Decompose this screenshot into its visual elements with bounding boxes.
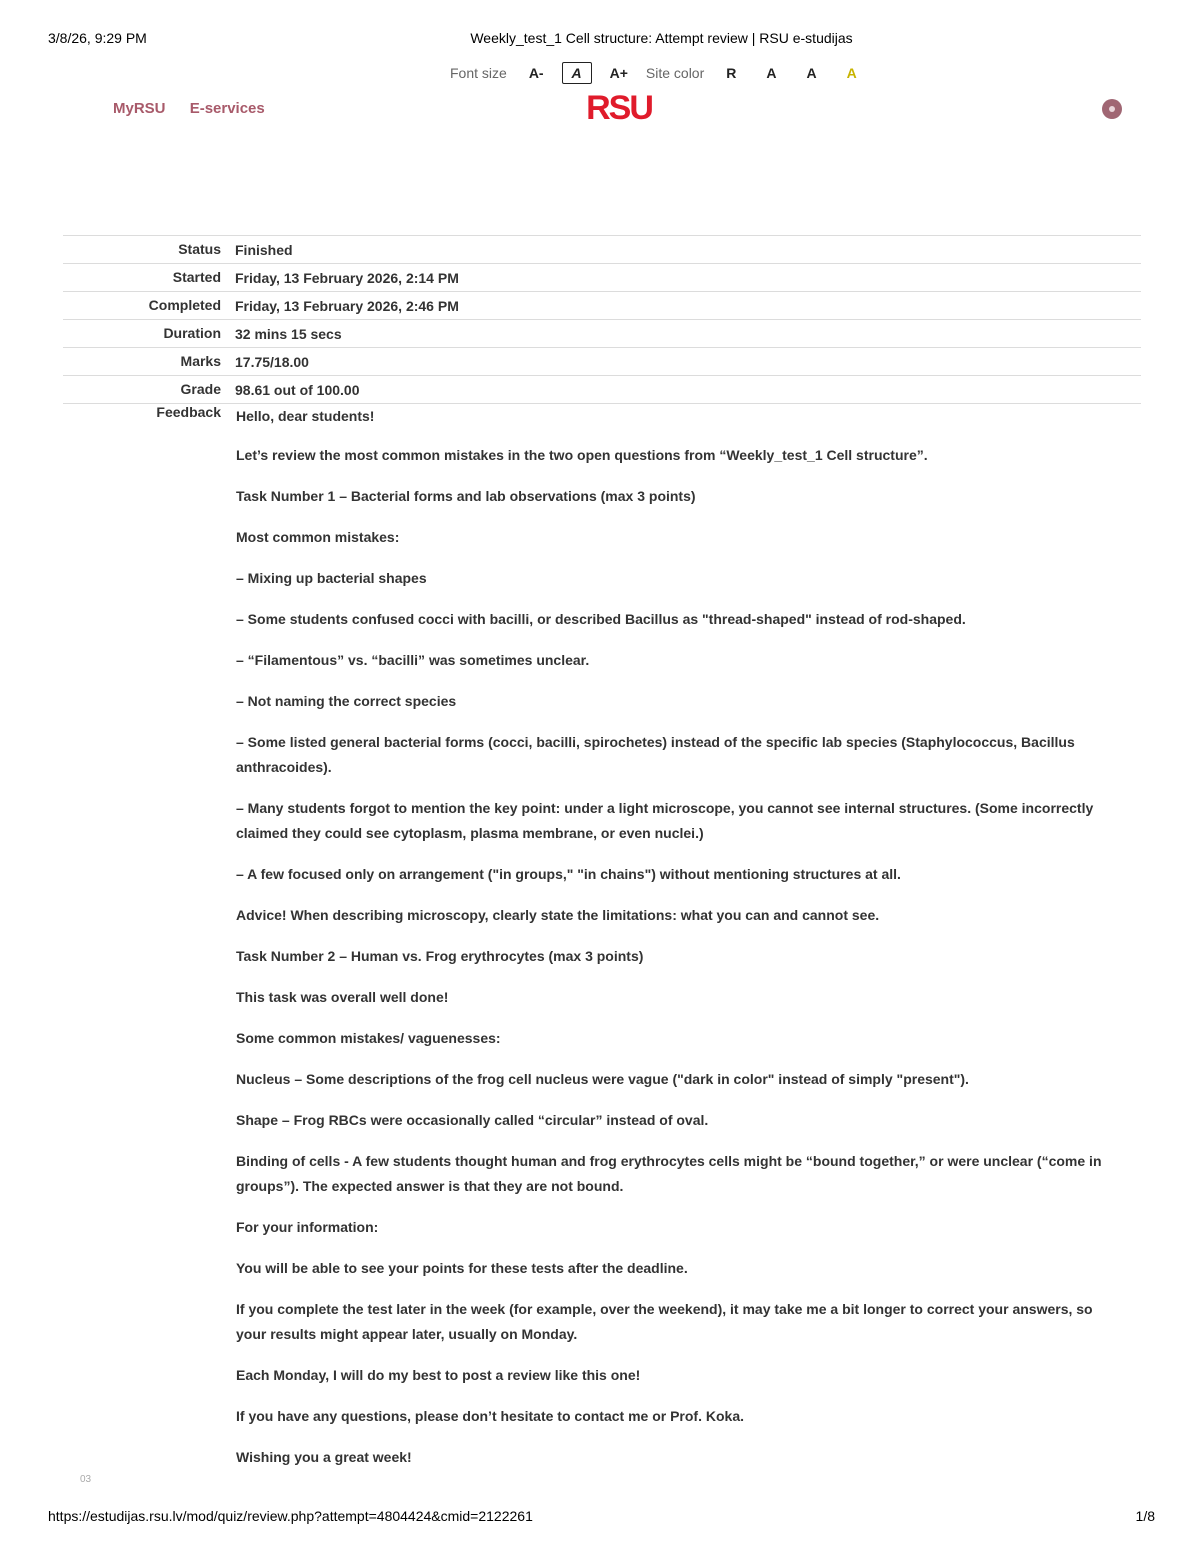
site-color-label: Site color xyxy=(645,65,705,81)
grade-label: Grade xyxy=(180,381,221,397)
feedback-paragraph: Each Monday, I will do my best to post a review like this one! xyxy=(236,1367,641,1383)
feedback-paragraph: Hello, dear students! xyxy=(236,408,375,424)
site-color-option-3[interactable]: A xyxy=(806,65,817,81)
accessibility-toolbar xyxy=(450,60,879,86)
marks-label: Marks xyxy=(180,353,221,369)
feedback-paragraph: If you have any questions, please don’t hesitate to contact me or Prof. Koka. xyxy=(236,1408,744,1424)
myrsu-link[interactable]: MyRSU xyxy=(113,100,166,117)
site-color-option-2[interactable]: A xyxy=(766,65,777,81)
feedback-label: Feedback xyxy=(156,404,221,420)
feedback-paragraph: – Some listed general bacterial forms (cocci, bacilli, spirochetes) instead of the specific lab species (Staphylococcus, Bacillus anthracoides). xyxy=(236,734,1075,775)
feedback-paragraph: Binding of cells - A few students thought human and frog erythrocytes cells might be “bound together,” or were unclear (“come in groups”). The expected answer is that they are not bound. xyxy=(236,1153,1102,1194)
table-row xyxy=(63,292,1141,320)
eservices-link[interactable]: E-services xyxy=(189,100,265,117)
grade-value: 98.61 out of 100.00 xyxy=(235,381,360,398)
feedback-paragraph: You will be able to see your points for these tests after the deadline. xyxy=(236,1260,688,1276)
feedback-paragraph: Let’s review the most common mistakes in the two open questions from “Weekly_test_1 Cell structure”. xyxy=(236,447,928,463)
top-nav xyxy=(113,100,285,117)
marks-value: 17.75/18.00 xyxy=(235,353,309,370)
table-row xyxy=(63,320,1141,348)
feedback-paragraph: – Not naming the correct species xyxy=(236,693,457,709)
feedback-paragraph: Some common mistakes/ vaguenesses: xyxy=(236,1030,501,1046)
print-page-title: Weekly_test_1 Cell structure: Attempt review | RSU e-studijas xyxy=(470,30,853,46)
feedback-section xyxy=(63,404,1141,1486)
feedback-heading: Task Number 1 – Bacterial forms and lab observations (max 3 points) xyxy=(236,488,696,504)
rsu-logo[interactable]: RSU xyxy=(586,89,652,127)
feedback-paragraph: This task was overall well done! xyxy=(236,989,449,1005)
font-size-label: Font size xyxy=(450,65,507,81)
feedback-paragraph: – A few focused only on arrangement ("in groups," "in chains") without mentioning structures at all. xyxy=(236,866,901,882)
feedback-paragraph: – Some students confused cocci with bacilli, or described Bacillus as "thread-shaped" instead of rod-shaped. xyxy=(236,611,966,627)
increase-font-button[interactable]: A+ xyxy=(609,65,628,81)
attempt-summary-table xyxy=(63,235,1141,404)
table-row xyxy=(63,236,1141,264)
feedback-paragraph: Most common mistakes: xyxy=(236,529,400,545)
status-label: Status xyxy=(178,241,221,257)
duration-value: 32 mins 15 secs xyxy=(235,325,342,342)
duration-label: Duration xyxy=(163,325,221,341)
feedback-heading: Task Number 2 – Human vs. Frog erythrocytes (max 3 points) xyxy=(236,948,644,964)
feedback-body xyxy=(236,404,1126,1470)
started-label: Started xyxy=(172,269,221,285)
table-row xyxy=(63,264,1141,292)
site-color-option-4[interactable]: A xyxy=(846,65,857,81)
feedback-paragraph: Shape – Frog RBCs were occasionally called “circular” instead of oval. xyxy=(236,1112,709,1128)
print-url: https://estudijas.rsu.lv/mod/quiz/review.php?attempt=4804424&cmid=2122261 xyxy=(48,1508,533,1524)
decrease-font-button[interactable]: A- xyxy=(528,65,544,81)
page-marker: 03 xyxy=(80,1474,92,1485)
feedback-heading: For your information: xyxy=(236,1219,379,1235)
feedback-paragraph: Wishing you a great week! xyxy=(236,1449,412,1465)
feedback-paragraph: – Many students forgot to mention the key point: under a light microscope, you cannot see internal structures. (Some incorrectly claimed they could see cytoplasm, plasma membrane, or even nuclei.) xyxy=(236,800,1094,841)
feedback-paragraph: Nucleus – Some descriptions of the frog cell nucleus were vague ("dark in color" instead of simply "present"). xyxy=(236,1071,969,1087)
feedback-paragraph: If you complete the test later in the week (for example, over the weekend), it may take me a bit longer to correct your answers, so your results might appear later, usually on Monday. xyxy=(236,1301,1093,1342)
print-datetime: 3/8/26, 9:29 PM xyxy=(48,30,147,46)
site-color-option-1[interactable]: R xyxy=(726,65,737,81)
user-circle-icon[interactable] xyxy=(1102,99,1122,119)
feedback-paragraph: Advice! When describing microscopy, clearly state the limitations: what you can and cannot see. xyxy=(236,907,880,923)
status-value: Finished xyxy=(235,241,293,258)
table-row xyxy=(63,376,1141,404)
table-row xyxy=(63,348,1141,376)
print-header xyxy=(48,30,1155,50)
reset-font-button[interactable]: A xyxy=(562,62,592,84)
started-value: Friday, 13 February 2026, 2:14 PM xyxy=(235,269,459,286)
feedback-paragraph: – “Filamentous” vs. “bacilli” was sometimes unclear. xyxy=(236,652,590,668)
completed-label: Completed xyxy=(148,297,221,313)
print-footer xyxy=(48,1508,1155,1528)
completed-value: Friday, 13 February 2026, 2:46 PM xyxy=(235,297,459,314)
feedback-paragraph: – Mixing up bacterial shapes xyxy=(236,570,427,586)
print-page-number: 1/8 xyxy=(1135,1508,1155,1524)
